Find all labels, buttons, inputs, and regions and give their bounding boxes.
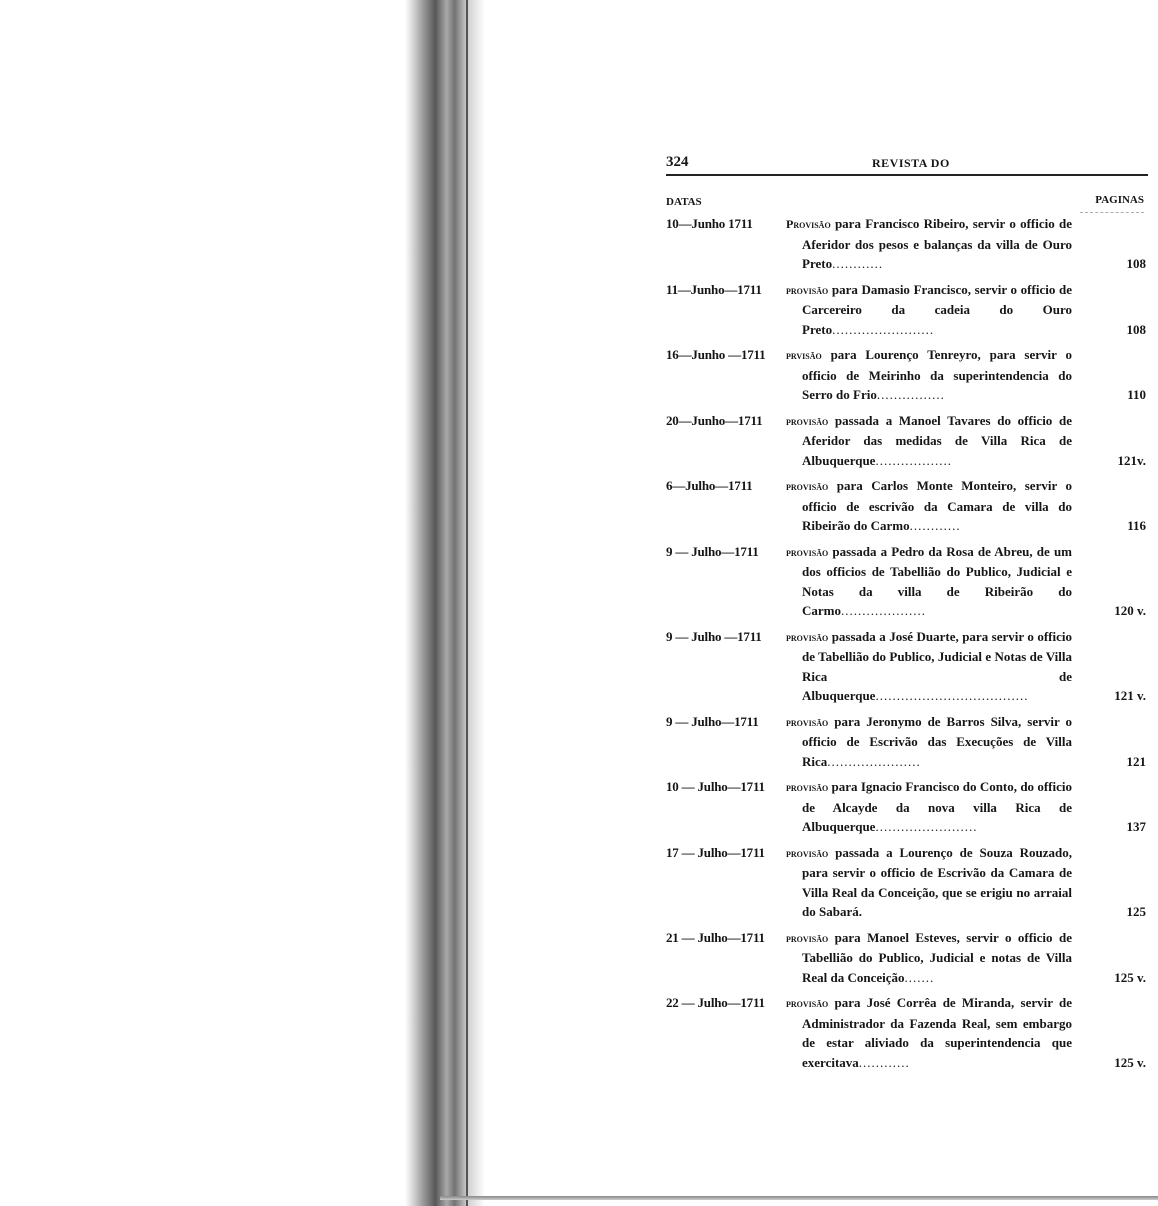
entry-keyword: prvisão bbox=[786, 348, 822, 362]
entry-page-ref: 125 v. bbox=[1114, 1054, 1146, 1070]
list-item bbox=[666, 476, 1148, 536]
entry-date: 21 — Julho—1711 bbox=[666, 929, 765, 945]
list-item bbox=[666, 411, 1148, 471]
entry-keyword: provisão bbox=[786, 930, 829, 945]
book-gutter-shadow bbox=[405, 0, 485, 1206]
column-headers bbox=[666, 176, 1148, 208]
entry-text: para Lourenço Tenreyro, para servir o officio de Meirinho da superintendencia do Serro do Frio bbox=[802, 347, 1072, 402]
list-item bbox=[666, 843, 1148, 922]
dates-column-header: DATAS bbox=[666, 196, 702, 208]
running-head bbox=[666, 150, 1148, 176]
entry-date: 20—Junho—1711 bbox=[666, 412, 763, 428]
entry-text: para José Corrêa de Miranda, servir de Administrador da Fazenda Real, sem embargo de estar aliviado da superintendencia que exercitava bbox=[802, 995, 1072, 1070]
list-item bbox=[666, 542, 1148, 621]
entry-description bbox=[786, 843, 1072, 922]
page-number: 324 bbox=[666, 154, 689, 170]
gutter-line bbox=[466, 0, 468, 1206]
entry-page-ref: 125 bbox=[1126, 904, 1146, 919]
list-item bbox=[666, 280, 1148, 340]
entry-date: 9 — Julho—1711 bbox=[666, 543, 759, 559]
entry-date: 16—Junho —1711 bbox=[666, 347, 766, 362]
entry-date: 10—Junho 1711 bbox=[666, 216, 753, 231]
entry-description bbox=[786, 542, 1072, 621]
entry-keyword: provisão bbox=[786, 845, 829, 860]
dot-leader: ........................ bbox=[832, 321, 935, 337]
entry-text: para Manoel Esteves, servir o officio de Tabellião do Publico, Judicial e notas de Villa Real da Conceição bbox=[802, 929, 1072, 985]
entry-text: passada a Pedro da Rosa de Abreu, de um dos officios de Tabellião do Publico, Judicial e Notas da villa de Ribeirão do Carmo bbox=[802, 543, 1073, 618]
entry-keyword: provisão bbox=[786, 714, 829, 729]
entry-description bbox=[786, 214, 1072, 274]
entry-text: passada a Lourenço de Souza Rouzado, para servir o officio de Escrivão da Camara de Villa Real da Conceição, que se erigiu no arraial do Sabará. bbox=[802, 844, 1073, 919]
dot-leader: .................................... bbox=[875, 688, 1029, 703]
dot-leader: ................ bbox=[876, 387, 945, 402]
dot-leader: .................. bbox=[875, 452, 952, 468]
entry-keyword: provisão bbox=[786, 479, 829, 493]
journal-title: REVISTA DO bbox=[872, 156, 950, 170]
entry-text: para Damasio Francisco, servir o officio de Carcereiro da cadeia do Ouro Preto bbox=[802, 281, 1072, 337]
entry-keyword: provisão bbox=[786, 413, 829, 428]
entry-keyword: provisão bbox=[786, 282, 829, 297]
entry-date: 17 — Julho—1711 bbox=[666, 844, 765, 860]
entry-date: 22 — Julho—1711 bbox=[666, 995, 765, 1010]
header-rule-marks bbox=[1080, 212, 1144, 227]
list-item bbox=[666, 712, 1148, 772]
entry-description bbox=[786, 345, 1072, 405]
entry-page-ref: 120 v. bbox=[1114, 603, 1146, 618]
dot-leader: .................... bbox=[841, 603, 926, 618]
entry-page-ref: 108 bbox=[1126, 321, 1146, 337]
entry-description bbox=[786, 627, 1072, 706]
list-item bbox=[666, 777, 1148, 837]
entry-text: para Jeronymo de Barros Silva, servir o officio de Escrivão das Execuções de Villa Rica bbox=[802, 713, 1073, 769]
entry-keyword: provisão bbox=[786, 780, 829, 794]
entry-page-ref: 121 v. bbox=[1114, 688, 1146, 703]
entry-date: 6—Julho—1711 bbox=[666, 478, 753, 493]
list-item bbox=[666, 928, 1148, 988]
entry-date: 9 — Julho—1711 bbox=[666, 713, 759, 729]
entry-description bbox=[786, 928, 1072, 988]
page-bottom-edge bbox=[440, 1196, 1158, 1200]
document-page bbox=[666, 150, 1148, 1078]
entry-description bbox=[786, 993, 1072, 1072]
entry-page-ref: 121 bbox=[1126, 753, 1146, 769]
entry-text: para Ignacio Francisco do Conto, do officio de Alcayde da nova villa Rica de Albuquerque bbox=[802, 779, 1073, 834]
entry-page-ref: 110 bbox=[1127, 387, 1146, 402]
list-item bbox=[666, 993, 1148, 1072]
entry-date: 9 — Julho —1711 bbox=[666, 628, 762, 644]
entry-text: passada a Manoel Tavares do officio de Aferidor das medidas de Villa Rica de Albuquerque bbox=[802, 412, 1072, 468]
entry-description bbox=[786, 712, 1072, 772]
entries-list bbox=[666, 214, 1148, 1072]
entry-description bbox=[786, 411, 1072, 471]
list-item bbox=[666, 345, 1148, 405]
entry-page-ref: 116 bbox=[1127, 518, 1146, 533]
entry-text: para Carlos Monte Monteiro, servir o officio de escrivão da Camara de villa do Ribeirão do Carmo bbox=[802, 478, 1072, 533]
dot-leader: ....... bbox=[904, 969, 935, 985]
list-item bbox=[666, 214, 1148, 274]
entry-page-ref: 108 bbox=[1126, 256, 1146, 271]
dot-leader: ............ bbox=[858, 1054, 910, 1070]
entry-keyword: provisão bbox=[786, 544, 829, 559]
entry-text: para Francisco Ribeiro, servir o officio de Aferidor dos pesos e balanças da villa de Ouro Preto bbox=[802, 216, 1073, 271]
entry-page-ref: 137 bbox=[1126, 819, 1146, 834]
entry-date: 10 — Julho—1711 bbox=[666, 779, 765, 794]
entry-text: passada a José Duarte, para servir o officio de Tabellião do Publico, Judicial e Notas de Villa Rica de Albuquerque bbox=[802, 628, 1072, 703]
entry-page-ref: 125 v. bbox=[1114, 969, 1146, 985]
entry-keyword: provisão bbox=[786, 629, 829, 644]
dot-leader: ........................ bbox=[875, 819, 978, 834]
list-item bbox=[666, 627, 1148, 706]
entry-keyword: Provisão bbox=[786, 217, 831, 231]
dot-leader: ...................... bbox=[827, 753, 921, 769]
pages-column-header: PAGINAS bbox=[1095, 194, 1144, 206]
dot-leader: ............ bbox=[832, 256, 884, 271]
entry-description bbox=[786, 280, 1072, 340]
entry-date: 11—Junho—1711 bbox=[666, 281, 762, 297]
dot-leader: ............ bbox=[909, 518, 961, 533]
entry-description bbox=[786, 777, 1072, 837]
entry-keyword: provisão bbox=[786, 996, 829, 1010]
entry-description bbox=[786, 476, 1072, 536]
entry-page-ref: 121v. bbox=[1117, 452, 1146, 468]
